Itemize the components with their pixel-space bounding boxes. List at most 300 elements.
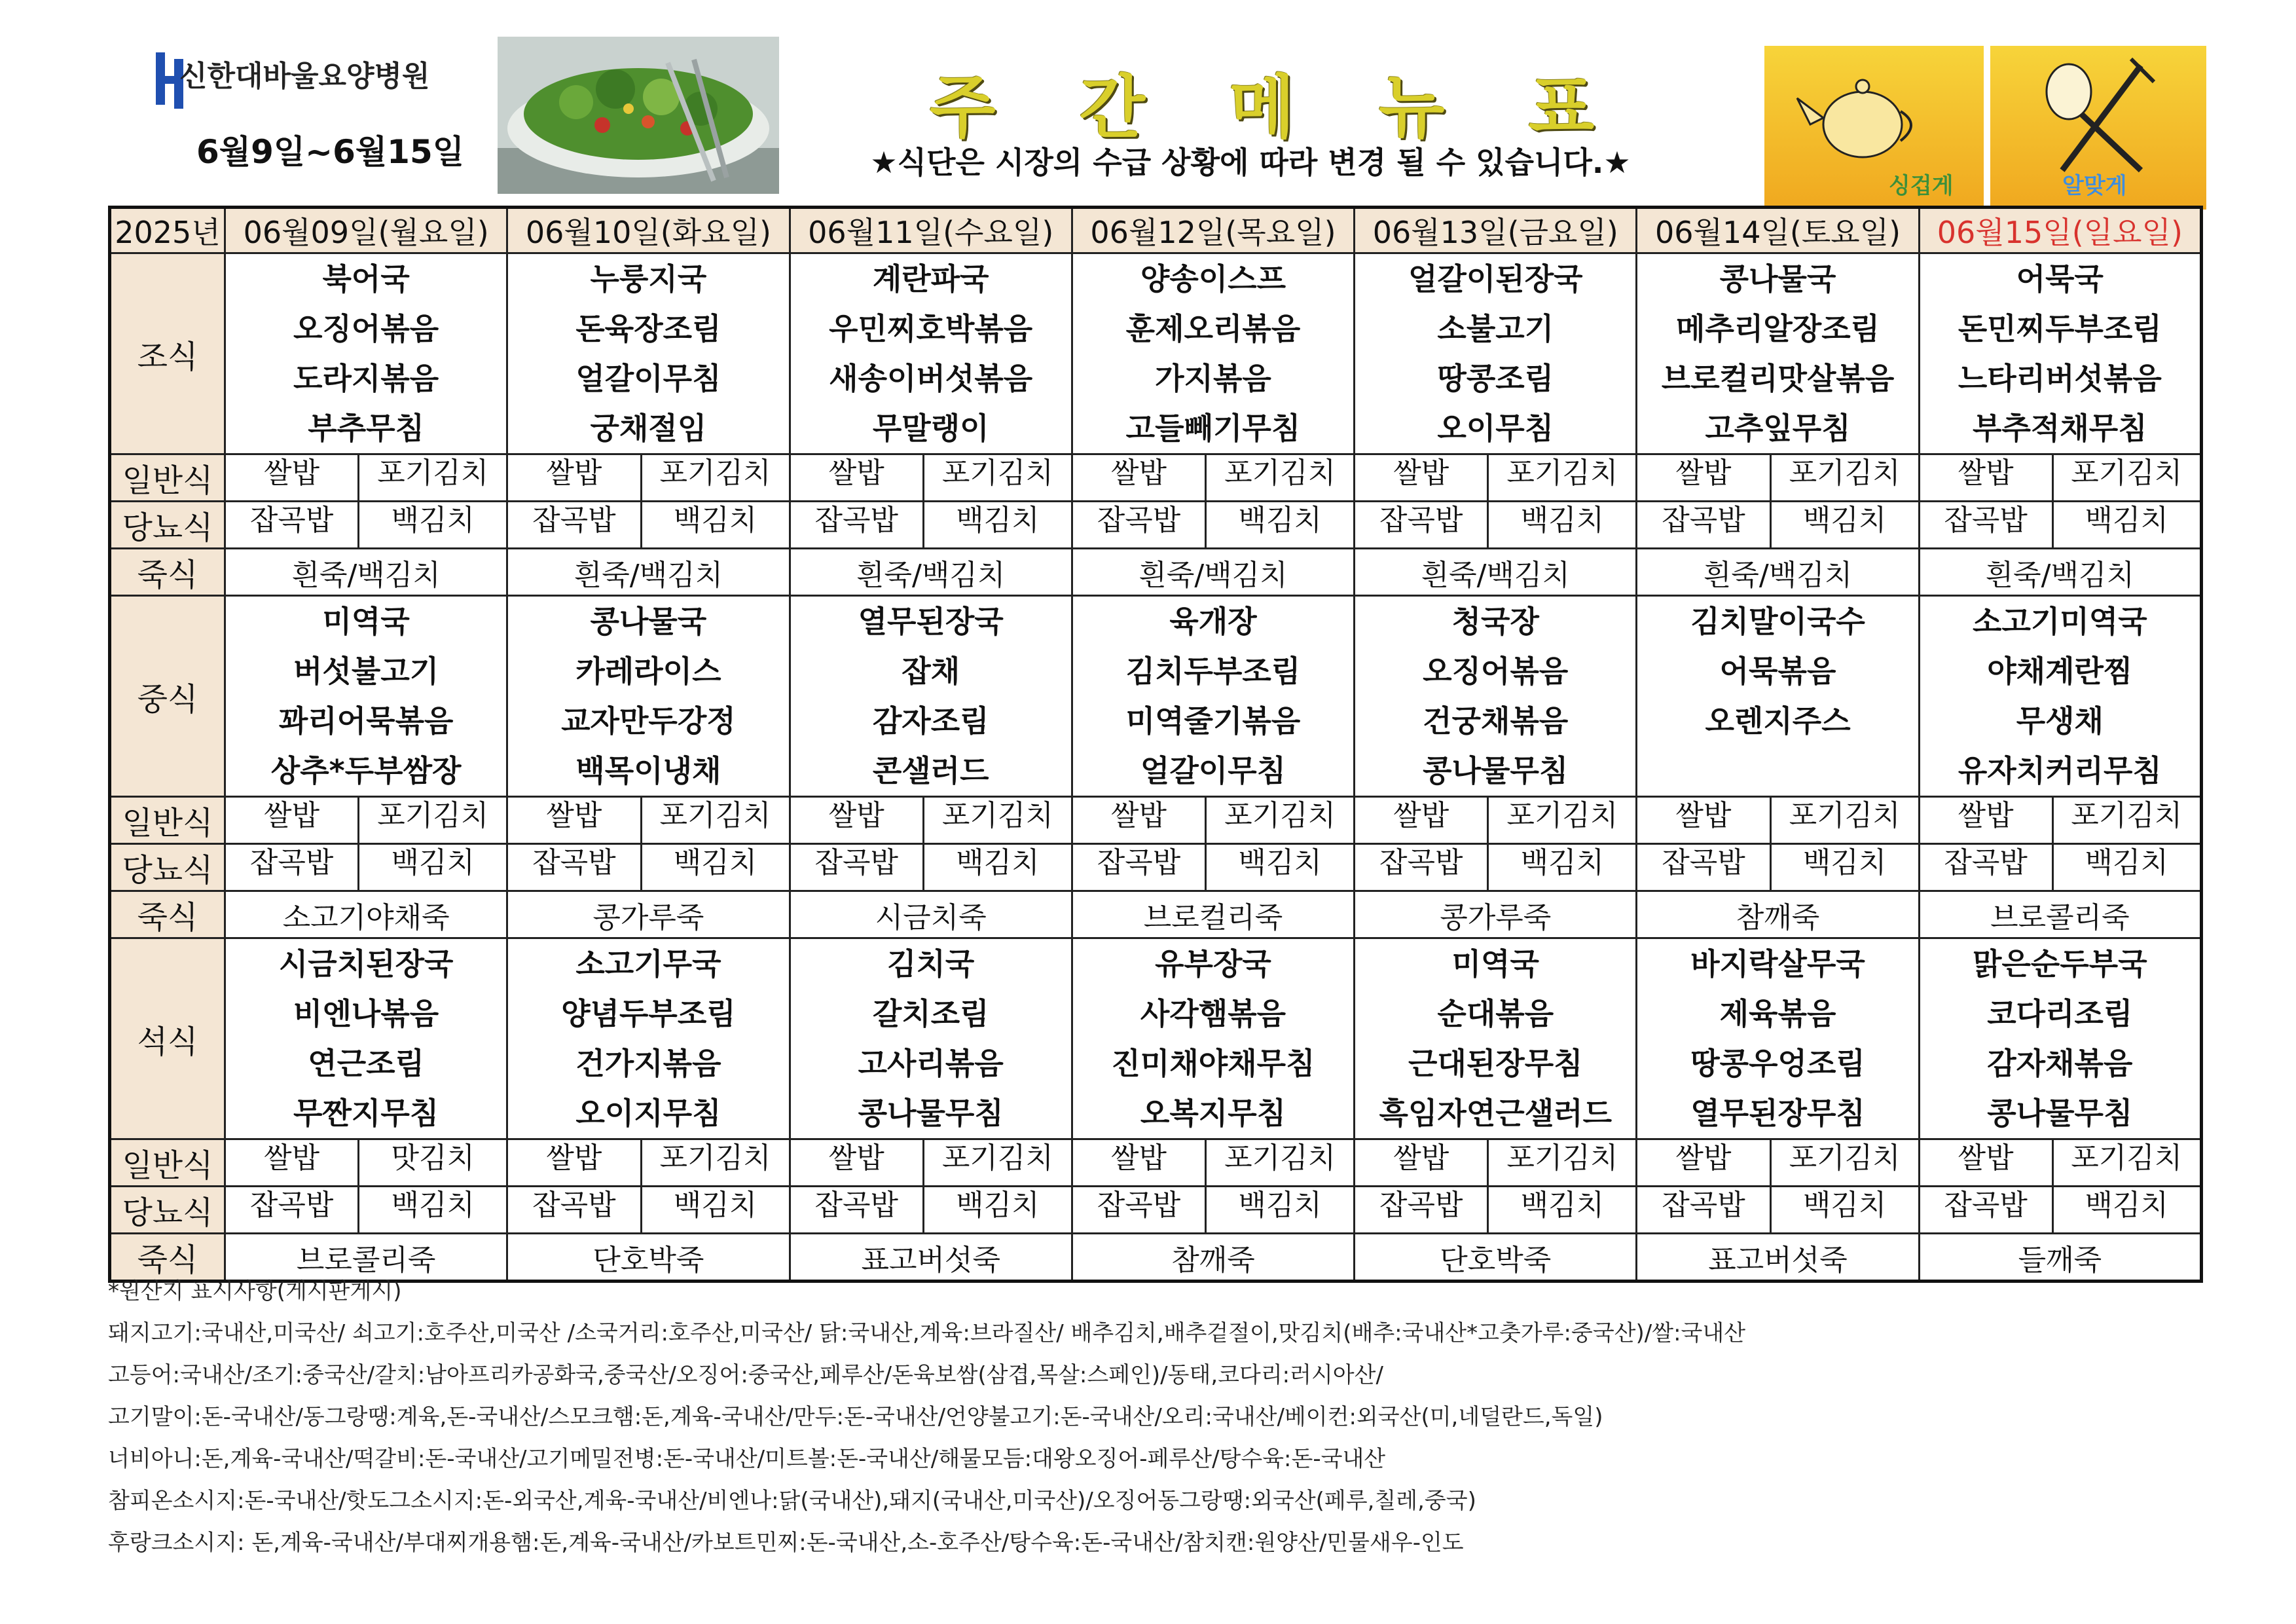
origin-line: *원산지 표시사항(게시판게시) — [108, 1278, 402, 1304]
dish-item: 고들빼기무침 — [1125, 411, 1301, 446]
dish-item: 건가지볶음 — [575, 1046, 721, 1081]
rice-item: 잡곡밥 — [1073, 845, 1207, 890]
regular-label: 일반식 — [110, 797, 225, 844]
kimchi-item: 포기김치 — [1789, 456, 1901, 490]
kimchi-item: 포기김치 — [659, 1141, 771, 1175]
regular-cell — [225, 454, 507, 502]
dish-item: 양송이스프 — [1140, 261, 1286, 297]
deco-caption-left: 싱겁게 — [1889, 173, 1954, 199]
dish-item: 청국장 — [1451, 604, 1539, 639]
kimchi-item: 맛김치 — [391, 1141, 475, 1175]
kimchi-item: 포기김치 — [2071, 799, 2183, 832]
rice-item: 잡곡밥 — [1355, 502, 1489, 547]
origin-line: 돼지고기:국내산,미국산/ 쇠고기:호주산,미국산 /소국거리:호주산,미국산/ 닭:국내산,계육:브라질산/ 배추김치,배추겉절이,맛김치(배추:국내산*고춧가루:중국산)/쌀:국내산 — [108, 1320, 1746, 1346]
regular-cell — [790, 1139, 1072, 1187]
dish-item: 돈육장조림 — [575, 311, 721, 346]
kimchi-item: 백김치 — [1238, 504, 1322, 537]
porridge-cell: 흰죽/백김치 — [225, 549, 507, 596]
dishes-cell — [1637, 938, 1919, 1139]
kimchi-item: 포기김치 — [941, 1141, 1053, 1175]
regular-cell — [1355, 797, 1637, 844]
kimchi-item: 백김치 — [673, 846, 757, 879]
hospital-name: 신한대바울요양병원 — [179, 60, 430, 93]
dishes-cell — [1072, 938, 1354, 1139]
dishes-cell — [1919, 596, 2201, 797]
dish-item: 김치두부조림 — [1125, 654, 1301, 689]
rice-item: 쌀밥 — [1073, 455, 1207, 500]
diabetic-cell — [1637, 844, 1919, 891]
rice-item: 잡곡밥 — [1355, 845, 1489, 890]
kimchi-item: 포기김치 — [1789, 799, 1901, 832]
dish-item: 오징어볶음 — [1423, 654, 1569, 689]
diabetic-cell — [507, 844, 790, 891]
dish-item: 느타리버섯볶음 — [1958, 361, 2162, 396]
dish-item: 제육볶음 — [1719, 996, 1836, 1031]
diabetic-cell — [1355, 1187, 1637, 1234]
kimchi-item: 백김치 — [1520, 846, 1605, 879]
dish-item: 유자치커리무침 — [1958, 753, 2162, 788]
rice-item: 잡곡밥 — [791, 1187, 924, 1232]
dishes-cell — [507, 938, 790, 1139]
regular-cell — [225, 1139, 507, 1187]
dish-item: 버섯불고기 — [293, 654, 439, 689]
kimchi-item: 포기김치 — [2071, 1141, 2183, 1175]
regular-cell — [1637, 454, 1919, 502]
dish-item: 흑임자연근샐러드 — [1379, 1096, 1613, 1131]
dish-item: 시금치된장국 — [278, 946, 454, 982]
regular-label: 일반식 — [110, 1139, 225, 1187]
diabetic-cell — [1072, 844, 1354, 891]
rice-item: 잡곡밥 — [226, 845, 359, 890]
dish-item: 새송이버섯볶음 — [829, 361, 1033, 396]
diabetic-cell — [1919, 844, 2201, 891]
lunch-porridge-row — [110, 891, 2202, 938]
porridge-cell: 표고버섯죽 — [1637, 1234, 1919, 1282]
regular-cell — [507, 454, 790, 502]
dinner-regular-row — [110, 1139, 2202, 1187]
rice-item: 잡곡밥 — [226, 1187, 359, 1232]
diabetic-label: 당뇨식 — [110, 844, 225, 891]
dish-item: 미역국 — [322, 604, 410, 639]
dinner-dishes-row — [110, 938, 2202, 1139]
porridge-cell: 단호박죽 — [1355, 1234, 1637, 1282]
regular-cell — [1072, 454, 1354, 502]
dish-item: 얼갈이무침 — [575, 361, 721, 396]
dish-item: 유부장국 — [1155, 946, 1271, 982]
diabetic-label: 당뇨식 — [110, 1187, 225, 1234]
dish-item: 고추잎무침 — [1705, 411, 1851, 446]
porridge-cell: 브로컬리죽 — [1072, 891, 1354, 938]
dish-item: 얼갈이된장국 — [1408, 261, 1583, 297]
dish-item: 꽈리어묵볶음 — [278, 703, 454, 739]
dish-item: 북어국 — [322, 261, 410, 297]
page-title: 주 간 메 뉴 표 — [930, 67, 1625, 147]
rice-item: 잡곡밥 — [1920, 1187, 2054, 1232]
rice-item: 잡곡밥 — [1637, 1187, 1771, 1232]
dishes-cell — [507, 253, 790, 454]
kimchi-item: 포기김치 — [941, 799, 1053, 832]
dish-item: 어묵볶음 — [1719, 654, 1836, 689]
dish-item: 콘샐러드 — [872, 753, 989, 788]
diabetic-cell — [225, 502, 507, 549]
day-header: 06월13일(금요일) — [1355, 208, 1637, 253]
diabetic-cell — [1637, 1187, 1919, 1234]
dishes-cell — [507, 596, 790, 797]
dish-item: 바지락살무국 — [1690, 946, 1865, 982]
regular-cell — [1919, 797, 2201, 844]
diabetic-cell — [507, 502, 790, 549]
dishes-cell — [1637, 596, 1919, 797]
dish-item: 연근조림 — [308, 1046, 425, 1081]
dish-item: 어묵국 — [2016, 261, 2104, 297]
dishes-cell — [1355, 253, 1637, 454]
kimchi-item: 백김치 — [1802, 846, 1887, 879]
dish-item: 오이무침 — [1437, 411, 1554, 446]
dishes-cell — [790, 253, 1072, 454]
dishes-cell — [1637, 253, 1919, 454]
dish-item: 감자채볶음 — [1987, 1046, 2133, 1081]
kimchi-item: 백김치 — [2085, 1189, 2169, 1222]
dish-item: 육개장 — [1169, 604, 1257, 639]
breakfast-dishes-row — [110, 253, 2202, 454]
regular-label: 일반식 — [110, 454, 225, 502]
porridge-cell: 흰죽/백김치 — [1919, 549, 2201, 596]
kimchi-item: 백김치 — [1520, 504, 1605, 537]
dish-item: 맑은순두부국 — [1973, 946, 2147, 982]
regular-cell — [1072, 797, 1354, 844]
diabetic-cell — [1919, 502, 2201, 549]
regular-cell — [1919, 1139, 2201, 1187]
dinner-label: 석식 — [110, 938, 225, 1139]
diabetic-label: 당뇨식 — [110, 502, 225, 549]
rice-item: 쌀밥 — [1920, 455, 2054, 500]
dish-item: 잡채 — [902, 654, 960, 689]
dishes-cell — [1072, 596, 1354, 797]
porridge-cell: 흰죽/백김치 — [507, 549, 790, 596]
dish-item: 도라지볶음 — [293, 361, 439, 396]
kimchi-item: 백김치 — [1802, 504, 1887, 537]
dishes-cell — [1355, 938, 1637, 1139]
dish-item: 근대된장무침 — [1408, 1046, 1583, 1081]
origin-line: 고등어:국내산/조기:중국산/갈치:남아프리카공화국,중국산/오징어:중국산,페루산/돈육보쌈(삼겹,목살:스페인)/동태,코다리:러시아산/ — [108, 1362, 1383, 1388]
kimchi-item: 포기김치 — [1224, 1141, 1336, 1175]
porridge-cell: 시금치죽 — [790, 891, 1072, 938]
rice-item: 잡곡밥 — [1637, 845, 1771, 890]
rice-item: 쌀밥 — [1355, 455, 1489, 500]
regular-cell — [507, 1139, 790, 1187]
rice-item: 쌀밥 — [791, 1140, 924, 1185]
diabetic-cell — [790, 502, 1072, 549]
porridge-label: 죽식 — [110, 1234, 225, 1282]
dish-item: 가지볶음 — [1155, 361, 1271, 396]
dish-item: 우민찌호박볶음 — [829, 311, 1033, 346]
dish-item: 갈치조림 — [872, 996, 989, 1031]
dish-item: 김치말이국수 — [1690, 604, 1865, 639]
porridge-cell: 콩가루죽 — [1355, 891, 1637, 938]
porridge-label: 죽식 — [110, 891, 225, 938]
porridge-cell: 들깨죽 — [1919, 1234, 2201, 1282]
kimchi-item: 백김치 — [1238, 1189, 1322, 1222]
origin-line: 너비아니:돈,계육-국내산/떡갈비:돈-국내산/고기메밀전병:돈-국내산/미트볼:돈-국내산/해물모듬:대왕오징어-페루산/탕수육:돈-국내산 — [108, 1446, 1386, 1472]
porridge-cell: 흰죽/백김치 — [1355, 549, 1637, 596]
rice-item: 쌀밥 — [1637, 455, 1771, 500]
kimchi-item: 백김치 — [956, 504, 1040, 537]
kimchi-item: 백김치 — [391, 1189, 475, 1222]
rice-item: 잡곡밥 — [226, 502, 359, 547]
kimchi-item: 백김치 — [1802, 1189, 1887, 1222]
dish-item: 양념두부조림 — [561, 996, 736, 1031]
diabetic-cell — [1072, 1187, 1354, 1234]
rice-item: 쌀밥 — [1355, 1140, 1489, 1185]
dish-item: 계란파국 — [872, 261, 989, 297]
regular-cell — [790, 797, 1072, 844]
dish-item: 고사리볶음 — [858, 1046, 1004, 1081]
lunch-regular-row — [110, 797, 2202, 844]
regular-cell — [790, 454, 1072, 502]
kimchi-item: 백김치 — [1238, 846, 1322, 879]
rice-item: 쌀밥 — [1637, 1140, 1771, 1185]
rice-item: 쌀밥 — [508, 455, 642, 500]
kimchi-item: 포기김치 — [2071, 456, 2183, 490]
rice-item: 쌀밥 — [1355, 798, 1489, 843]
dishes-cell — [225, 253, 507, 454]
dish-item: 궁채절임 — [590, 411, 707, 446]
breakfast-porridge-row — [110, 549, 2202, 596]
dinner-diabetic-row — [110, 1187, 2202, 1234]
diabetic-cell — [1637, 502, 1919, 549]
rice-item: 쌀밥 — [1920, 798, 2054, 843]
rice-item: 쌀밥 — [1920, 1140, 2054, 1185]
kimchi-item: 백김치 — [391, 504, 475, 537]
kimchi-item: 백김치 — [2085, 504, 2169, 537]
diabetic-cell — [1919, 1187, 2201, 1234]
diabetic-cell — [1072, 502, 1354, 549]
day-header: 06월15일(일요일) — [1919, 208, 2201, 253]
regular-cell — [1355, 1139, 1637, 1187]
breakfast-label: 조식 — [110, 253, 225, 454]
header-row — [110, 208, 2202, 253]
kimchi-item: 포기김치 — [377, 456, 489, 490]
dish-item: 열무된장무침 — [1690, 1096, 1865, 1131]
dish-item: 소고기미역국 — [1973, 604, 2147, 639]
origin-line: 고기말이:돈-국내산/동그랑땡:계육,돈-국내산/스모크햄:돈,계육-국내산/만두:돈-국내산/언양불고기:돈-국내산/오리:국내산/베이컨:외국산(미,네덜란드,독일) — [108, 1404, 1603, 1430]
kimchi-item: 포기김치 — [1506, 456, 1618, 490]
deco-caption-right: 알맞게 — [2062, 173, 2127, 199]
porridge-cell: 표고버섯죽 — [790, 1234, 1072, 1282]
kimchi-item: 포기김치 — [377, 799, 489, 832]
rice-item: 쌀밥 — [791, 455, 924, 500]
weekly-menu-table — [108, 206, 2203, 1283]
rice-item: 쌀밥 — [508, 1140, 642, 1185]
dish-item: 부추적채무침 — [1973, 411, 2147, 446]
dish-item: 콩나물국 — [1719, 261, 1836, 297]
kimchi-item: 백김치 — [391, 846, 475, 879]
dish-item: 땅콩조림 — [1437, 361, 1554, 396]
dish-item: 카레라이스 — [575, 654, 721, 689]
kimchi-item: 포기김치 — [659, 456, 771, 490]
rice-item: 잡곡밥 — [791, 845, 924, 890]
day-header: 06월09일(월요일) — [225, 208, 507, 253]
dish-item: 오렌지주스 — [1705, 703, 1851, 739]
dish-item: 오이지무침 — [575, 1096, 721, 1131]
teapot-illustration — [1764, 46, 1984, 210]
diabetic-cell — [225, 1187, 507, 1234]
rice-item: 잡곡밥 — [508, 502, 642, 547]
day-header: 06월14일(토요일) — [1637, 208, 1919, 253]
dish-item: 콩나물국 — [590, 604, 707, 639]
diabetic-cell — [225, 844, 507, 891]
diabetic-cell — [1355, 844, 1637, 891]
dish-item: 돈민찌두부조림 — [1958, 311, 2162, 346]
kimchi-item: 포기김치 — [659, 799, 771, 832]
day-header: 06월12일(목요일) — [1072, 208, 1354, 253]
porridge-cell: 흰죽/백김치 — [1637, 549, 1919, 596]
dish-item: 콩나물무침 — [858, 1096, 1004, 1131]
dishes-cell — [1072, 253, 1354, 454]
diabetic-cell — [790, 844, 1072, 891]
dish-item: 훈제오리볶음 — [1125, 311, 1301, 346]
dish-item: 무말랭이 — [872, 411, 989, 446]
year-label: 2025년 — [110, 208, 225, 253]
rice-item: 쌀밥 — [791, 798, 924, 843]
porridge-cell: 소고기야채죽 — [225, 891, 507, 938]
rice-item: 잡곡밥 — [1073, 1187, 1207, 1232]
regular-cell — [1919, 454, 2201, 502]
regular-cell — [507, 797, 790, 844]
porridge-label: 죽식 — [110, 549, 225, 596]
date-range: 6월9일~6월15일 — [196, 133, 465, 171]
dish-item: 미역국 — [1451, 946, 1539, 982]
dish-item: 사각햄볶음 — [1140, 996, 1286, 1031]
lunch-diabetic-row — [110, 844, 2202, 891]
breakfast-regular-row — [110, 454, 2202, 502]
dish-item: 순대볶음 — [1437, 996, 1554, 1031]
porridge-cell: 콩가루죽 — [507, 891, 790, 938]
dish-item: 무생채 — [2016, 703, 2104, 739]
salad-photo — [498, 37, 779, 194]
dish-item: 부추무침 — [308, 411, 425, 446]
porridge-cell: 브로콜리죽 — [225, 1234, 507, 1282]
origin-line: 참피온소시지:돈-국내산/핫도그소시지:돈-외국산,계육-국내산/비엔나:닭(국내산),돼지(국내산,미국산)/오징어동그랑땡:외국산(페루,칠레,중국) — [108, 1488, 1476, 1514]
kimchi-item: 포기김치 — [1506, 1141, 1618, 1175]
dish-item — [1637, 746, 1918, 796]
dish-item: 열무된장국 — [858, 604, 1004, 639]
breakfast-diabetic-row — [110, 502, 2202, 549]
kimchi-item: 백김치 — [956, 846, 1040, 879]
kimchi-item: 백김치 — [673, 1189, 757, 1222]
dish-item: 감자조림 — [872, 703, 989, 739]
kimchi-item: 포기김치 — [1224, 456, 1336, 490]
origin-notice — [108, 1270, 2269, 1564]
kimchi-item: 포기김치 — [1224, 799, 1336, 832]
regular-cell — [1637, 797, 1919, 844]
regular-cell — [225, 797, 507, 844]
dish-item: 야채계란찜 — [1987, 654, 2133, 689]
rice-item: 잡곡밥 — [1637, 502, 1771, 547]
dishes-cell — [790, 596, 1072, 797]
diabetic-cell — [790, 1187, 1072, 1234]
dishes-cell — [790, 938, 1072, 1139]
regular-cell — [1637, 1139, 1919, 1187]
regular-cell — [1072, 1139, 1354, 1187]
dish-item: 건궁채볶음 — [1423, 703, 1569, 739]
day-header: 06월10일(화요일) — [507, 208, 790, 253]
rice-item: 잡곡밥 — [1920, 502, 2054, 547]
dish-item: 오징어볶음 — [293, 311, 439, 346]
rice-item: 잡곡밥 — [508, 845, 642, 890]
kimchi-item: 포기김치 — [941, 456, 1053, 490]
dishes-cell — [1919, 253, 2201, 454]
rice-item: 쌀밥 — [1073, 798, 1207, 843]
rice-item: 쌀밥 — [1637, 798, 1771, 843]
rice-item: 쌀밥 — [226, 455, 359, 500]
dishes-cell — [225, 938, 507, 1139]
kimchi-item: 백김치 — [2085, 846, 2169, 879]
notice-text: ★식단은 시장의 수급 상황에 따라 변경 될 수 있습니다.★ — [870, 145, 1631, 180]
dishes-cell — [1919, 938, 2201, 1139]
dish-item: 소불고기 — [1437, 311, 1554, 346]
day-header: 06월11일(수요일) — [790, 208, 1072, 253]
dish-item: 오복지무침 — [1140, 1096, 1286, 1131]
dish-item: 교자만두강정 — [561, 703, 736, 739]
dish-item: 콩나물무침 — [1987, 1096, 2133, 1131]
dish-item: 콩나물무침 — [1423, 753, 1569, 788]
porridge-cell: 흰죽/백김치 — [790, 549, 1072, 596]
rice-item: 잡곡밥 — [1920, 845, 2054, 890]
rice-item: 쌀밥 — [226, 798, 359, 843]
dish-item: 브로컬리맛살볶음 — [1661, 361, 1895, 396]
kimchi-item: 백김치 — [956, 1189, 1040, 1222]
diabetic-cell — [1355, 502, 1637, 549]
dish-item: 무짠지무침 — [293, 1096, 439, 1131]
kimchi-item: 포기김치 — [1506, 799, 1618, 832]
regular-cell — [1355, 454, 1637, 502]
rice-item: 잡곡밥 — [508, 1187, 642, 1232]
dish-item: 땅콩우엉조림 — [1690, 1046, 1865, 1081]
dishes-cell — [1355, 596, 1637, 797]
dish-item: 진미채야채무침 — [1111, 1046, 1315, 1081]
rice-item: 쌀밥 — [1073, 1140, 1207, 1185]
porridge-cell: 단호박죽 — [507, 1234, 790, 1282]
porridge-cell: 참깨죽 — [1637, 891, 1919, 938]
dish-item: 코다리조림 — [1987, 996, 2133, 1031]
lunch-dishes-row — [110, 596, 2202, 797]
origin-line: 후랑크소시지: 돈,계육-국내산/부대찌개용햄:돈,계육-국내산/카보트민찌:돈-국내산,소-호주산/탕수육:돈-국내산/참치캔:원양산/민물새우-인도 — [108, 1530, 1464, 1556]
porridge-cell: 흰죽/백김치 — [1072, 549, 1354, 596]
dish-item: 얼갈이무침 — [1140, 753, 1286, 788]
dishes-cell — [225, 596, 507, 797]
porridge-cell: 참깨죽 — [1072, 1234, 1354, 1282]
dish-item: 미역줄기볶음 — [1125, 703, 1301, 739]
dish-item: 소고기무국 — [575, 946, 721, 982]
lunch-label: 중식 — [110, 596, 225, 797]
diabetic-cell — [507, 1187, 790, 1234]
rice-item: 쌀밥 — [508, 798, 642, 843]
dish-item: 메추리알장조림 — [1676, 311, 1880, 346]
kimchi-item: 포기김치 — [1789, 1141, 1901, 1175]
kimchi-item: 백김치 — [673, 504, 757, 537]
dish-item: 누룽지국 — [590, 261, 707, 297]
dish-item: 김치국 — [887, 946, 975, 982]
dish-item: 비엔나볶음 — [293, 996, 439, 1031]
porridge-cell: 브로콜리죽 — [1919, 891, 2201, 938]
rice-item: 잡곡밥 — [1355, 1187, 1489, 1232]
rice-item: 잡곡밥 — [791, 502, 924, 547]
dish-item: 백목이냉채 — [575, 753, 721, 788]
spoon-fork-illustration — [1990, 46, 2206, 210]
dish-item: 상추*두부쌈장 — [270, 753, 462, 788]
rice-item: 쌀밥 — [226, 1140, 359, 1185]
